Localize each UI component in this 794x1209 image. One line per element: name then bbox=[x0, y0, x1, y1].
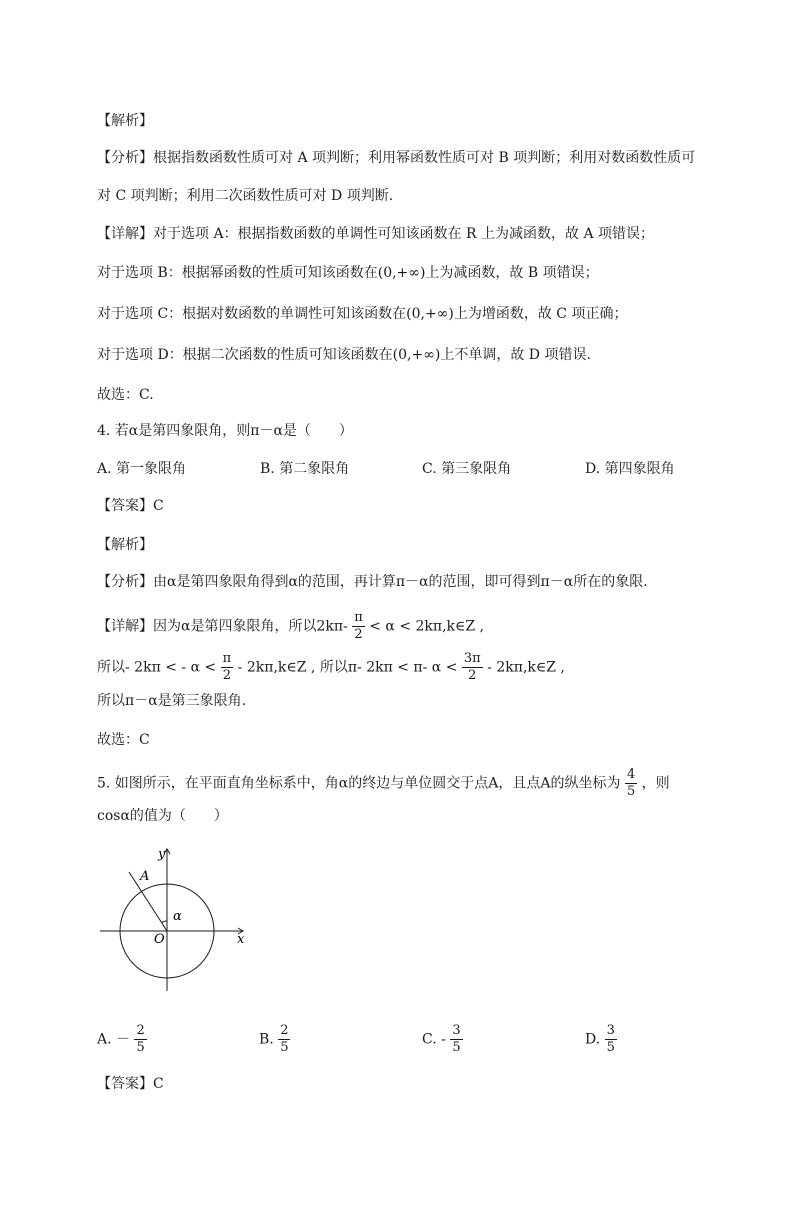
fraction-denominator: 2 bbox=[354, 627, 363, 642]
fraction-numerator: 2 bbox=[136, 1023, 145, 1038]
q5-option-d bbox=[585, 1023, 617, 1056]
q4-detail-l2-c: - 2kπ,k∈Z , bbox=[487, 659, 565, 676]
q3-analysis-cont: 对 C 项判断；利用二次函数性质可对 D 项判断. bbox=[97, 188, 394, 204]
fraction-denominator: 5 bbox=[606, 1040, 615, 1055]
pi-over-2-fraction bbox=[352, 610, 365, 643]
q4-option-b: B. 第二象限角 bbox=[260, 461, 350, 477]
fraction-denominator: 5 bbox=[136, 1040, 145, 1055]
option-letter: C. bbox=[422, 1031, 437, 1048]
q5-stem-a: 5. 如图所示，在平面直角坐标系中，角α的终边与单位圆交于点A，且点A的纵坐标为 bbox=[97, 775, 621, 792]
q3-choice: 故选：C. bbox=[97, 387, 154, 403]
option-fraction bbox=[278, 1023, 290, 1056]
fraction-denominator: 5 bbox=[452, 1040, 461, 1055]
option-sign: - bbox=[441, 1031, 446, 1048]
fraction-denominator: 5 bbox=[626, 784, 636, 799]
q4-option-a: A. 第一象限角 bbox=[97, 461, 187, 477]
origin-label: O bbox=[154, 932, 165, 947]
q4-choice: 故选：C bbox=[97, 732, 150, 748]
section-header: 【解析】 bbox=[97, 113, 153, 129]
option-fraction bbox=[450, 1023, 462, 1056]
q3-detail-b: 对于选项 B：根据幂函数的性质可知该函数在(0,+∞)上为减函数，故 B 项错误； bbox=[97, 265, 599, 281]
q4-stem: 4. 若α是第四象限角，则π－α是（ ） bbox=[97, 423, 353, 439]
pi-over-2-fraction bbox=[221, 651, 234, 684]
q4-detail-l2-a: 所以- 2kπ < - α < bbox=[97, 659, 217, 676]
q3-detail-c: 对于选项 C：根据对数函数的单调性可知该函数在(0,+∞)上为增函数，故 C 项正确； bbox=[97, 306, 628, 322]
option-letter: A. bbox=[97, 1031, 112, 1048]
q5-answer: 【答案】C bbox=[97, 1076, 164, 1092]
fraction-numerator: π bbox=[354, 610, 363, 625]
four-fifths-fraction bbox=[625, 767, 637, 800]
fraction-denominator: 5 bbox=[280, 1040, 289, 1055]
q5-option-a bbox=[97, 1023, 147, 1056]
option-letter: B. bbox=[259, 1031, 274, 1048]
option-letter: D. bbox=[585, 1031, 601, 1048]
q4-analysis-header: 【解析】 bbox=[97, 537, 153, 553]
q4-detail-line1 bbox=[97, 610, 484, 643]
q3-detail-a: 【详解】对于选项 A：根据指数函数的单调性可知该函数在 R 上为减函数，故 A 项错误； bbox=[97, 226, 655, 242]
option-fraction bbox=[605, 1023, 617, 1056]
x-label: x bbox=[237, 932, 245, 947]
fraction-numerator: 3 bbox=[606, 1023, 615, 1038]
fraction-denominator: 2 bbox=[468, 668, 477, 683]
fraction-numerator: 3π bbox=[463, 651, 481, 666]
q5-stem-line2: cosα的值为（ ） bbox=[97, 808, 228, 824]
q4-detail-line3: 所以π－α是第三象限角. bbox=[97, 693, 247, 709]
option-sign: － bbox=[116, 1031, 131, 1048]
q5-option-c bbox=[422, 1023, 463, 1056]
unit-circle-figure bbox=[95, 845, 255, 995]
q5-stem-b: ，则 bbox=[641, 775, 670, 792]
q5-stem bbox=[97, 767, 670, 800]
q4-detail-l1-a: 【详解】因为α是第四象限角，所以2kπ- bbox=[97, 618, 348, 635]
q4-detail-l1-b: < α < 2kπ,k∈Z , bbox=[369, 618, 485, 635]
q3-analysis: 【分析】根据指数函数性质可对 A 项判断；利用幂函数性质可对 B 项判断；利用对数函数性质可 bbox=[97, 150, 696, 166]
q4-detail-l2-b: - 2kπ,k∈Z , 所以π- 2kπ < π- α < bbox=[237, 659, 458, 676]
angle-arc bbox=[162, 921, 167, 923]
q3-detail-d: 对于选项 D：根据二次函数的性质可知该函数在(0,+∞)上不单调，故 D 项错误. bbox=[97, 347, 591, 363]
fraction-numerator: 2 bbox=[280, 1023, 289, 1038]
three-pi-over-2-fraction bbox=[462, 651, 483, 684]
option-fraction bbox=[134, 1023, 146, 1056]
y-label: y bbox=[158, 847, 166, 862]
q4-detail-line2 bbox=[97, 651, 565, 684]
fraction-numerator: π bbox=[222, 651, 232, 666]
q4-option-c: C. 第三象限角 bbox=[422, 461, 512, 477]
q4-answer: 【答案】C bbox=[97, 498, 164, 514]
angle-label: α bbox=[173, 909, 182, 924]
point-a-label: A bbox=[140, 869, 150, 884]
q4-analysis: 【分析】由α是第四象限角得到α的范围，再计算π－α的范围，即可得到π－α所在的象限. bbox=[97, 574, 648, 590]
q5-option-b bbox=[259, 1023, 290, 1056]
fraction-numerator: 3 bbox=[452, 1023, 461, 1038]
fraction-denominator: 2 bbox=[222, 668, 232, 683]
q4-option-d: D. 第四象限角 bbox=[585, 461, 675, 477]
fraction-numerator: 4 bbox=[626, 767, 636, 782]
